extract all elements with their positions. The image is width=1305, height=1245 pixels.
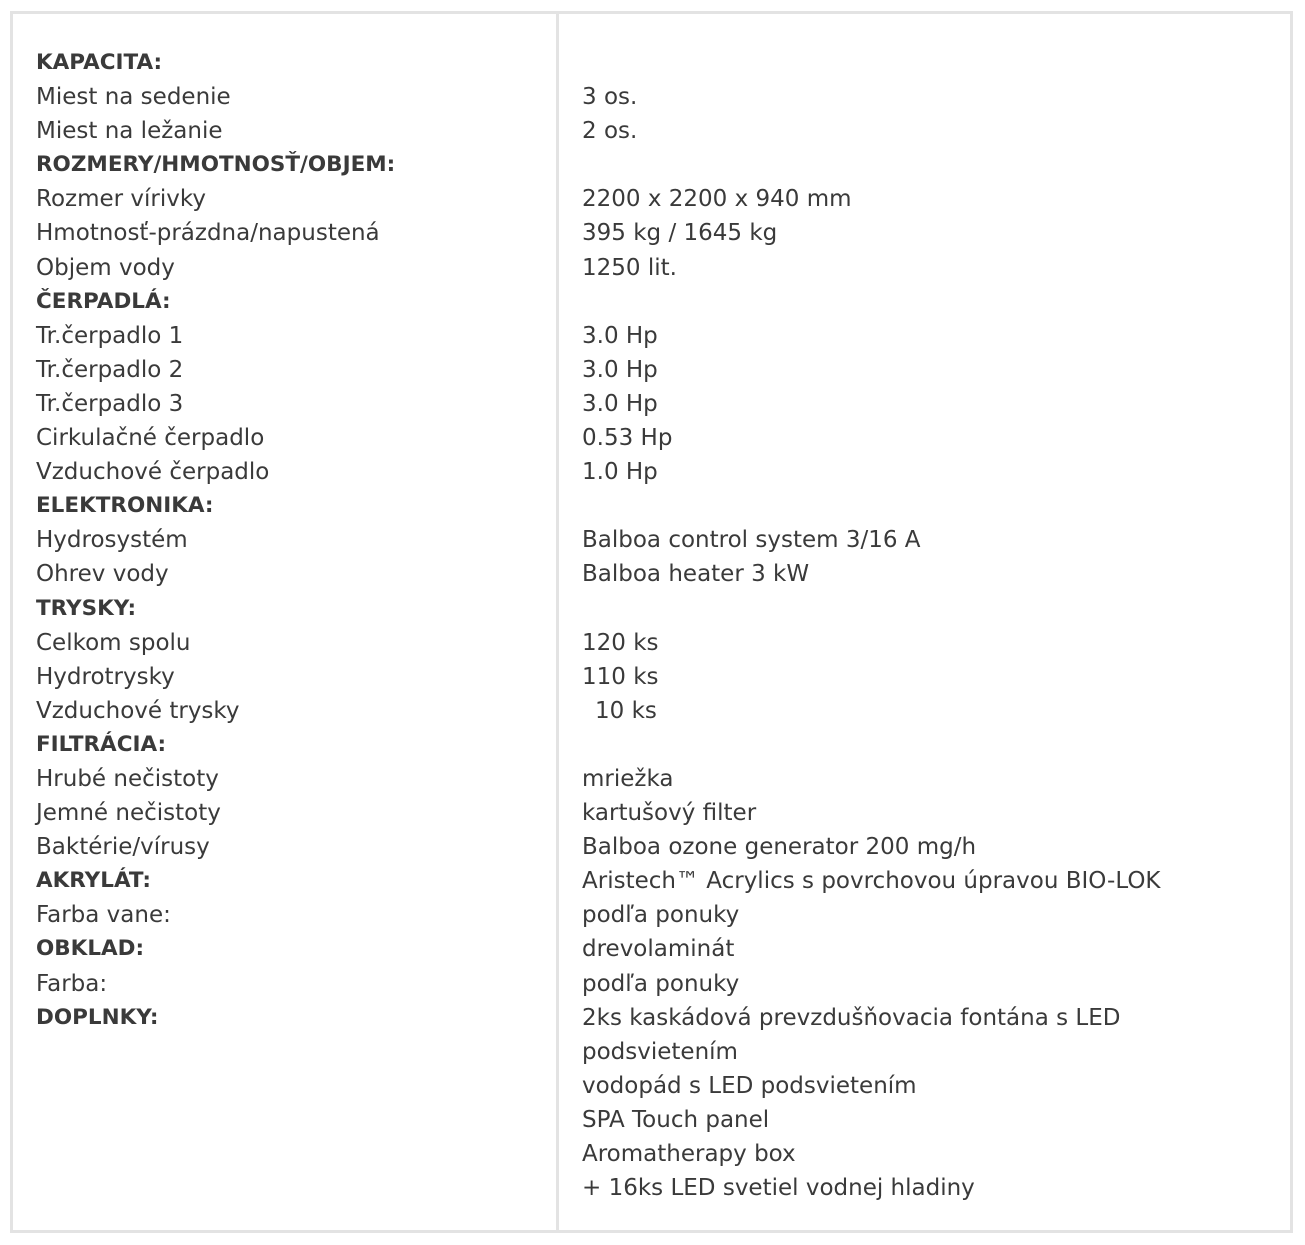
spec-label: Hrubé nečistoty — [36, 765, 219, 792]
spec-label: Tr.čerpadlo 2 — [36, 356, 184, 383]
spec-value — [582, 148, 1290, 182]
spec-value: drevolaminát — [582, 936, 735, 963]
spec-label: Hydrotrysky — [36, 663, 175, 690]
section-heading: DOPLNKY: — [36, 1004, 159, 1030]
spec-value: mriežka — [582, 765, 674, 792]
section-heading: FILTRÁCIA: — [36, 731, 167, 757]
spec-value: 2200 x 2200 x 940 mm — [582, 186, 852, 213]
spec-label: Miest na ležanie — [36, 118, 223, 145]
spec-label: Tr.čerpadlo 3 — [36, 390, 184, 417]
spec-value — [582, 285, 1290, 319]
section-heading: ELEKTRONIKA: — [36, 493, 214, 519]
spec-label: Hmotnosť-prázdna/napustená — [36, 220, 380, 247]
spec-label: Farba vane: — [36, 902, 171, 929]
spec-table — [10, 11, 1293, 1233]
spec-value: 2ks kaskádová prevzdušňovacia fontána s LED — [582, 1004, 1121, 1031]
spec-value: 3 os. — [582, 84, 638, 111]
spec-value: SPA Touch panel — [582, 1106, 770, 1133]
spec-label: Ohrev vody — [36, 561, 169, 588]
spec-value: Balboa control system 3/16 A — [582, 527, 921, 554]
spec-value: 1250 lit. — [582, 254, 677, 281]
spec-value: Aromatherapy box — [582, 1141, 796, 1167]
value-column — [559, 14, 1290, 1230]
spec-value: + 16ks LED svetiel vodnej hladiny — [582, 1175, 975, 1202]
section-heading: ROZMERY/HMOTNOSŤ/OBJEM: — [36, 152, 396, 178]
spec-value: 3.0 Hp — [582, 322, 658, 349]
spec-label: Vzduchové trysky — [36, 697, 240, 724]
spec-value: 395 kg / 1645 kg — [582, 220, 778, 247]
section-heading: OBKLAD: — [36, 936, 145, 962]
spec-value: Balboa ozone generator 200 mg/h — [582, 834, 977, 861]
spec-value: 3.0 Hp — [582, 356, 658, 383]
spec-value: 120 ks — [582, 629, 659, 656]
spec-value: 110 ks — [582, 663, 659, 690]
spec-value — [582, 46, 1290, 80]
spec-value: podsvietením — [582, 1038, 738, 1065]
spec-value: vodopád s LED podsvietením — [582, 1072, 917, 1099]
section-heading: TRYSKY: — [36, 595, 137, 621]
label-column — [13, 14, 559, 1230]
spec-value: 2 os. — [582, 118, 638, 145]
spec-value: 3.0 Hp — [582, 390, 658, 417]
spec-label: Farba: — [36, 970, 108, 997]
spec-label: Jemné nečistoty — [36, 800, 221, 827]
spec-value: 1.0 Hp — [582, 459, 658, 486]
spec-value — [582, 728, 1290, 762]
spec-label: Cirkulačné čerpadlo — [36, 425, 265, 452]
spec-value: Balboa heater 3 kW — [582, 561, 810, 588]
spec-label: Objem vody — [36, 254, 175, 281]
spec-value: 10 ks — [595, 697, 657, 724]
section-heading: ČERPADLÁ: — [36, 288, 171, 314]
spec-value — [582, 592, 1290, 626]
spec-label: Celkom spolu — [36, 629, 191, 656]
spec-value: Aristech™ Acrylics s povrchovou úpravou BIO-LOK — [582, 868, 1161, 895]
section-heading: AKRYLÁT: — [36, 868, 152, 894]
spec-value: podľa ponuky — [582, 970, 740, 997]
spec-label: Miest na sedenie — [36, 84, 231, 111]
spec-label: Vzduchové čerpadlo — [36, 459, 270, 486]
spec-label: Rozmer vírivky — [36, 186, 206, 213]
spec-label: Baktérie/vírusy — [36, 834, 210, 861]
spec-value: kartušový filter — [582, 800, 757, 827]
spec-label: Tr.čerpadlo 1 — [36, 322, 184, 349]
spec-value: 0.53 Hp — [582, 425, 673, 452]
spec-label: Hydrosystém — [36, 527, 188, 554]
spec-value — [582, 489, 1290, 523]
spec-value: podľa ponuky — [582, 902, 740, 929]
section-heading: KAPACITA: — [36, 50, 163, 75]
